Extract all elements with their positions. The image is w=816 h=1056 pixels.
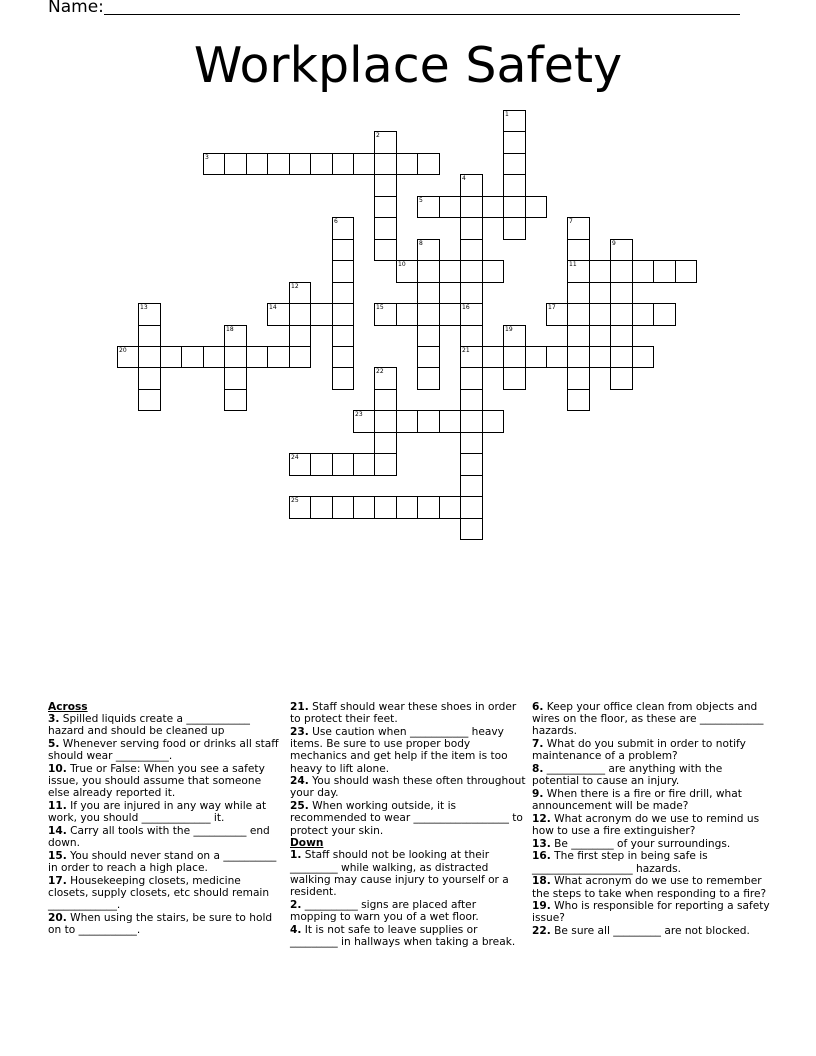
grid-cell[interactable]	[332, 496, 354, 519]
grid-cell[interactable]	[417, 346, 440, 368]
grid-cell[interactable]	[503, 131, 526, 154]
clue-number-label: 4.	[290, 923, 302, 936]
clue-text: What acronym do we use to remember the steps to take when responding to a fire?	[532, 875, 767, 900]
grid-cell[interactable]	[289, 303, 311, 326]
grid-cell[interactable]	[138, 367, 161, 390]
clue-text: If you are injured in any way while at work, you should _____________ it.	[48, 800, 267, 825]
clue-number: 2	[376, 132, 380, 139]
clue-text: True or False: When you see a safety issue, you should assume that someone else already reported it.	[48, 763, 265, 800]
grid-cell[interactable]	[374, 217, 397, 240]
clue-item	[290, 726, 526, 775]
clue-number-label: 12.	[532, 812, 551, 825]
clue-number: 13	[140, 304, 148, 311]
grid-cell[interactable]	[460, 325, 483, 347]
grid-cell[interactable]	[610, 260, 633, 283]
grid-cell[interactable]	[353, 453, 375, 476]
grid-cell[interactable]	[610, 303, 633, 326]
grid-cell[interactable]	[675, 260, 697, 283]
page-title: Workplace Safety	[193, 37, 623, 94]
grid-cell[interactable]	[610, 325, 633, 347]
across-header: Across	[48, 701, 88, 713]
clue-number-label: 15.	[48, 849, 67, 862]
grid-cell[interactable]	[460, 410, 483, 433]
grid-cell[interactable]	[567, 367, 590, 390]
clue-number: 10	[398, 261, 406, 268]
grid-cell[interactable]	[503, 325, 526, 347]
grid-cell[interactable]	[632, 260, 654, 283]
grid-cell[interactable]	[417, 239, 440, 261]
grid-cell[interactable]	[589, 346, 611, 368]
grid-cell[interactable]	[203, 346, 225, 368]
grid-cell[interactable]	[417, 282, 440, 304]
clue-text: You should wash these often throughout your day.	[290, 775, 526, 800]
clue-item	[290, 849, 526, 898]
grid-cell[interactable]	[546, 346, 568, 368]
clue-item	[290, 800, 526, 837]
clues-column-2	[290, 701, 526, 949]
clue-item	[48, 738, 284, 762]
grid-cell[interactable]	[289, 282, 311, 304]
grid-cell[interactable]	[374, 453, 397, 476]
clue-item	[48, 800, 284, 824]
grid-cell[interactable]	[224, 153, 247, 175]
clue-text: When using the stairs, be sure to hold on to ___________.	[48, 911, 273, 937]
grid-cell[interactable]	[610, 367, 633, 390]
grid-cell[interactable]	[310, 153, 333, 175]
grid-cell[interactable]	[439, 496, 461, 519]
grid-cell[interactable]	[460, 475, 483, 497]
grid-cell[interactable]	[460, 389, 483, 411]
clue-number: 18	[226, 326, 234, 333]
grid-cell[interactable]	[589, 303, 611, 326]
grid-cell[interactable]	[374, 410, 397, 433]
grid-cell[interactable]	[138, 389, 161, 411]
clue-number-label: 18.	[532, 875, 551, 888]
clue-text: Be ________ of your surroundings.	[550, 837, 731, 850]
clue-number-label: 17.	[48, 874, 67, 887]
grid-cell[interactable]	[246, 346, 268, 368]
clue-text: Spilled liquids create a ____________ hazard and should be cleaned up	[48, 713, 250, 738]
clues-column-1	[48, 701, 284, 937]
grid-cell[interactable]	[353, 496, 375, 519]
clue-text: Staff should not be looking at their _________ while walking, as distracted walking may cause injury to yourself or a resident.	[290, 849, 509, 899]
grid-cell[interactable]	[460, 196, 483, 218]
clue-number: 16	[462, 304, 470, 311]
grid-cell[interactable]	[610, 239, 633, 261]
clue-item	[532, 763, 772, 787]
clue-number-label: 13.	[532, 837, 551, 850]
grid-cell[interactable]	[138, 325, 161, 347]
grid-cell[interactable]	[374, 389, 397, 411]
grid-cell[interactable]	[503, 110, 526, 132]
grid-cell[interactable]	[138, 346, 161, 368]
name-label: Name:	[48, 0, 104, 17]
grid-cell[interactable]	[374, 367, 397, 390]
clue-text: The first step in being safe is ___________________ hazards.	[532, 850, 708, 875]
clue-text: Whenever serving food or drinks all staff should wear __________.	[48, 738, 279, 763]
clue-text: Housekeeping closets, medicine closets, supply closets, etc should remain _____________.	[48, 874, 270, 912]
clue-text: Staff should wear these shoes in order to protect their feet.	[290, 701, 517, 726]
grid-cell[interactable]	[332, 217, 354, 240]
grid-cell[interactable]	[267, 346, 290, 368]
clue-item	[532, 813, 772, 837]
grid-cell[interactable]	[374, 303, 397, 326]
grid-cell[interactable]	[439, 410, 461, 433]
clue-number: 11	[569, 261, 577, 268]
clue-text: Be sure all _________ are not blocked.	[550, 925, 750, 938]
clue-text: Use caution when ___________ heavy items. Be sure to use proper body mechanics and get help if the item is too heavy to lift alone.	[290, 725, 508, 775]
down-header: Down	[290, 837, 324, 850]
clue-number-label: 19.	[532, 900, 551, 913]
clue-number: 5	[419, 197, 423, 204]
grid-cell[interactable]	[374, 153, 397, 175]
clue-number: 3	[205, 154, 209, 161]
clue-item	[532, 738, 772, 762]
grid-cell[interactable]	[374, 432, 397, 454]
grid-cell[interactable]	[610, 282, 633, 304]
grid-cell[interactable]	[332, 346, 354, 368]
grid-cell[interactable]	[525, 346, 547, 368]
grid-cell[interactable]	[525, 196, 547, 218]
clue-item	[48, 713, 284, 737]
clue-number: 20	[119, 347, 127, 354]
clue-item	[290, 899, 526, 923]
grid-cell[interactable]	[417, 196, 440, 218]
grid-cell[interactable]	[482, 260, 504, 283]
grid-cell[interactable]	[503, 174, 526, 197]
clue-number: 4	[462, 175, 466, 182]
grid-cell[interactable]	[460, 239, 483, 261]
grid-cell[interactable]	[460, 303, 483, 326]
grid-cell[interactable]	[546, 303, 568, 326]
grid-cell[interactable]	[160, 346, 182, 368]
grid-cell[interactable]	[267, 303, 290, 326]
clue-item	[290, 924, 526, 948]
grid-cell[interactable]	[396, 153, 418, 175]
grid-cell[interactable]	[417, 153, 440, 175]
grid-cell[interactable]	[374, 174, 397, 197]
clue-number-label: 21.	[290, 701, 309, 713]
clue-number: 17	[548, 304, 556, 311]
clue-number: 8	[419, 240, 423, 247]
grid-cell[interactable]	[460, 432, 483, 454]
clue-item	[532, 701, 772, 738]
clue-item	[532, 850, 772, 874]
clue-text: __________ signs are placed after mopping to warn you of a wet floor.	[290, 898, 479, 923]
clue-number-label: 11.	[48, 800, 67, 813]
grid-cell[interactable]	[332, 367, 354, 390]
clue-number-label: 23.	[290, 725, 309, 738]
grid-cell[interactable]	[289, 153, 311, 175]
grid-cell[interactable]	[460, 367, 483, 390]
grid-cell[interactable]	[417, 325, 440, 347]
grid-cell[interactable]	[374, 496, 397, 519]
grid-cell[interactable]	[224, 346, 247, 368]
clue-item	[48, 763, 284, 800]
grid-cell[interactable]	[417, 367, 440, 390]
grid-cell[interactable]	[374, 131, 397, 154]
grid-cell[interactable]	[482, 196, 504, 218]
grid-cell[interactable]	[353, 153, 375, 175]
clue-number: 19	[505, 326, 513, 333]
grid-cell[interactable]	[567, 325, 590, 347]
clue-item	[48, 912, 284, 936]
grid-cell[interactable]	[289, 453, 311, 476]
clue-item	[532, 875, 772, 899]
clue-item	[532, 788, 772, 812]
clue-number-label: 8.	[532, 763, 544, 776]
grid-cell[interactable]	[610, 346, 633, 368]
clue-item	[532, 925, 772, 937]
grid-cell[interactable]	[332, 303, 354, 326]
grid-cell[interactable]	[503, 367, 526, 390]
clue-number: 22	[376, 368, 384, 375]
grid-cell[interactable]	[482, 346, 504, 368]
grid-cell[interactable]	[567, 260, 590, 283]
clue-text: ___________ are anything with the potential to cause an injury.	[532, 763, 723, 788]
grid-cell[interactable]	[417, 260, 440, 283]
grid-cell[interactable]	[396, 496, 418, 519]
clues-column-3	[532, 701, 772, 938]
grid-cell[interactable]	[267, 153, 290, 175]
clue-number: 15	[376, 304, 384, 311]
grid-cell[interactable]	[417, 410, 440, 433]
clue-item	[290, 775, 526, 799]
grid-cell[interactable]	[289, 496, 311, 519]
grid-cell[interactable]	[567, 346, 590, 368]
grid-cell[interactable]	[503, 196, 526, 218]
grid-cell[interactable]	[224, 325, 247, 347]
clue-number: 12	[291, 283, 299, 290]
grid-cell[interactable]	[460, 260, 483, 283]
clue-text: Carry all tools with the __________ end down.	[48, 825, 270, 850]
clue-number-label: 6.	[532, 701, 544, 713]
clue-item	[290, 701, 526, 725]
grid-cell[interactable]	[332, 153, 354, 175]
clue-item	[532, 900, 772, 924]
grid-cell[interactable]	[567, 282, 590, 304]
clue-item	[48, 850, 284, 874]
grid-cell[interactable]	[374, 196, 397, 218]
grid-cell[interactable]	[117, 346, 139, 368]
grid-cell[interactable]	[460, 453, 483, 476]
grid-cell[interactable]	[203, 153, 225, 175]
grid-cell[interactable]	[289, 346, 311, 368]
grid-cell[interactable]	[460, 346, 483, 368]
clue-text: You should never stand on a __________ in order to reach a high place.	[48, 849, 277, 875]
grid-cell[interactable]	[417, 303, 440, 326]
grid-cell[interactable]	[460, 217, 483, 240]
clue-text: What do you submit in order to notify maintenance of a problem?	[532, 738, 746, 763]
clue-text: When there is a fire or fire drill, what announcement will be made?	[532, 787, 742, 813]
grid-cell[interactable]	[224, 367, 247, 390]
grid-cell[interactable]	[417, 496, 440, 519]
grid-cell[interactable]	[353, 410, 375, 433]
grid-cell[interactable]	[332, 325, 354, 347]
clue-number-label: 14.	[48, 825, 67, 838]
clue-item	[48, 875, 284, 912]
grid-cell[interactable]	[567, 389, 590, 411]
clue-text: When working outside, it is recommended to wear __________________ to protect your skin.	[290, 800, 523, 837]
clue-number: 23	[355, 411, 363, 418]
clue-number-label: 7.	[532, 738, 544, 751]
grid-cell[interactable]	[332, 239, 354, 261]
grid-cell[interactable]	[439, 303, 461, 326]
grid-cell[interactable]	[632, 346, 654, 368]
clue-text: Who is responsible for reporting a safety issue?	[532, 900, 770, 925]
grid-cell[interactable]	[332, 260, 354, 283]
clue-number-label: 3.	[48, 713, 60, 726]
grid-cell[interactable]	[310, 453, 333, 476]
grid-cell[interactable]	[567, 217, 590, 240]
clue-number: 21	[462, 347, 470, 354]
grid-cell[interactable]	[589, 260, 611, 283]
clue-text: Keep your office clean from objects and wires on the floor, as these are ____________ hazards.	[532, 701, 764, 738]
clue-number-label: 1.	[290, 849, 302, 862]
grid-cell[interactable]	[138, 303, 161, 326]
clue-number-label: 2.	[290, 898, 302, 911]
clue-number: 25	[291, 497, 299, 504]
grid-cell[interactable]	[181, 346, 204, 368]
clue-number-label: 20.	[48, 911, 67, 924]
clue-number-label: 16.	[532, 850, 551, 863]
grid-cell[interactable]	[567, 303, 590, 326]
clue-number-label: 24.	[290, 775, 309, 788]
grid-cell[interactable]	[224, 389, 247, 411]
grid-cell[interactable]	[332, 453, 354, 476]
grid-cell[interactable]	[503, 346, 526, 368]
clue-item	[532, 838, 772, 850]
grid-cell[interactable]	[289, 325, 311, 347]
grid-cell[interactable]	[653, 260, 676, 283]
grid-cell[interactable]	[310, 496, 333, 519]
clue-text: What acronym do we use to remind us how to use a fire extinguisher?	[532, 812, 760, 838]
clue-number: 1	[505, 111, 509, 118]
clue-number: 14	[269, 304, 277, 311]
clue-number: 7	[569, 218, 573, 225]
clue-text: It is not safe to leave supplies or _________ in hallways when taking a break.	[290, 923, 516, 948]
grid-cell[interactable]	[439, 196, 461, 218]
grid-cell[interactable]	[653, 303, 676, 326]
clue-number-label: 9.	[532, 787, 544, 800]
grid-cell[interactable]	[632, 303, 654, 326]
clue-number: 9	[612, 240, 616, 247]
grid-cell[interactable]	[396, 303, 418, 326]
grid-cell[interactable]	[396, 410, 418, 433]
clue-number-label: 22.	[532, 925, 551, 938]
grid-cell[interactable]	[374, 239, 397, 261]
clue-number-label: 5.	[48, 738, 60, 751]
clue-number: 6	[334, 218, 338, 225]
grid-cell[interactable]	[246, 153, 268, 175]
grid-cell[interactable]	[503, 153, 526, 175]
clue-number-label: 10.	[48, 763, 67, 776]
clue-item	[48, 825, 284, 849]
grid-cell[interactable]	[310, 303, 333, 326]
clue-number-label: 25.	[290, 800, 309, 813]
grid-cell[interactable]	[439, 260, 461, 283]
grid-cell[interactable]	[567, 239, 590, 261]
grid-cell[interactable]	[460, 518, 483, 540]
grid-cell[interactable]	[460, 496, 483, 519]
grid-cell[interactable]	[396, 260, 418, 283]
grid-cell[interactable]	[332, 282, 354, 304]
grid-cell[interactable]	[503, 217, 526, 240]
grid-cell[interactable]	[460, 282, 483, 304]
grid-cell[interactable]	[460, 174, 483, 197]
grid-cell[interactable]	[482, 410, 504, 433]
clue-number: 24	[291, 454, 299, 461]
